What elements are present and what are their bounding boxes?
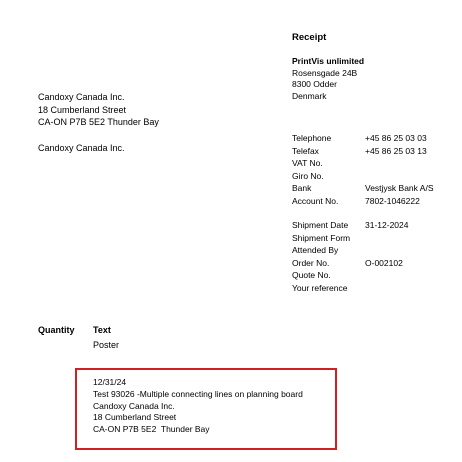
contact-row	[292, 195, 434, 208]
recipient-address-line: Candoxy Canada Inc.	[38, 92, 125, 102]
shipment-row	[292, 282, 408, 295]
recipient-name: Candoxy Canada Inc.	[38, 143, 125, 153]
recipient-address-line: 18 Cumberland Street	[38, 104, 127, 115]
recipient-address-line: CA-ON P7B 5E2 Thunder Bay	[38, 117, 159, 127]
shipment-value: 31-12-2024	[365, 220, 409, 230]
contact-value: +45 86 25 03 03	[365, 133, 427, 143]
contact-value: Vestjysk Bank A/S	[365, 183, 434, 193]
note-line: Candoxy Canada Inc.	[93, 400, 175, 411]
contact-row	[292, 157, 434, 170]
shipment-label: Order No.	[292, 257, 330, 268]
text-column-header: Text	[93, 325, 111, 335]
contact-info	[292, 132, 434, 207]
contact-row	[292, 145, 434, 158]
contact-label: VAT No.	[292, 158, 323, 168]
contact-label: Telephone	[292, 133, 332, 143]
shipment-value: O-002102	[365, 257, 403, 268]
document-title: Receipt	[292, 32, 327, 43]
sender-address	[292, 56, 364, 102]
contact-label: Giro No.	[292, 170, 324, 181]
shipment-row	[292, 269, 408, 282]
contact-label: Account No.	[292, 195, 339, 206]
note-line: Test 93026 -Multiple connecting lines on planning board	[93, 388, 303, 399]
shipment-row	[292, 219, 408, 232]
contact-value: +45 86 25 03 13	[365, 145, 427, 156]
note-line: 18 Cumberland Street	[93, 412, 177, 423]
contact-row	[292, 170, 434, 183]
contact-row	[292, 132, 434, 145]
sender-address-line: Rosensgade 24B	[292, 67, 358, 78]
shipment-info	[292, 219, 408, 294]
shipment-label: Shipment Date	[292, 220, 349, 230]
line-item-text: Poster	[93, 340, 120, 350]
contact-label: Telefax	[292, 145, 319, 156]
shipment-row	[292, 257, 408, 270]
contact-row	[292, 182, 434, 195]
sender-name: PrintVis unlimited	[292, 56, 365, 66]
shipment-label: Quote No.	[292, 270, 331, 280]
shipment-label: Attended By	[292, 245, 339, 255]
sender-address-line: 8300 Odder	[292, 79, 337, 89]
note-text	[93, 377, 303, 436]
shipment-row	[292, 232, 408, 245]
note-line: 12/31/24	[93, 377, 127, 387]
shipment-row	[292, 244, 408, 257]
contact-value: 7802-1046222	[365, 195, 420, 206]
shipment-label: Your reference	[292, 282, 348, 293]
shipment-label: Shipment Form	[292, 232, 351, 243]
quantity-column-header: Quantity	[38, 325, 75, 335]
note-line: CA-ON P7B 5E2 Thunder Bay	[93, 424, 210, 435]
contact-label: Bank	[292, 183, 312, 193]
recipient-address	[38, 91, 159, 129]
sender-address-line: Denmark	[292, 90, 327, 101]
